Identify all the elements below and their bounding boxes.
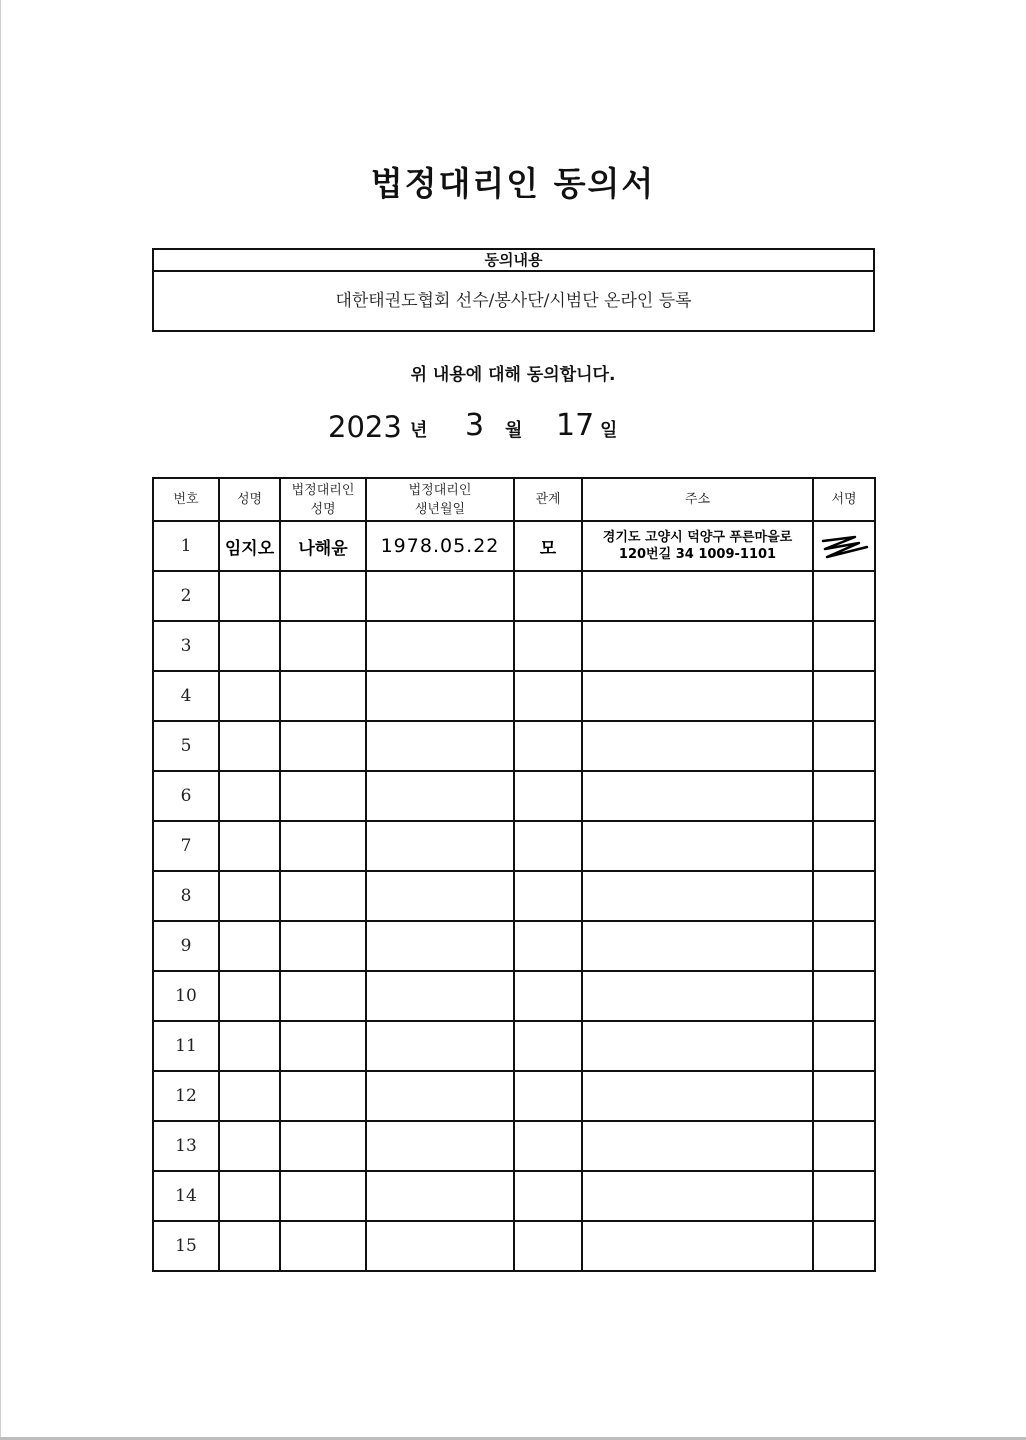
relation [514, 721, 582, 771]
table-row [153, 921, 875, 971]
table-row [153, 721, 875, 771]
table-header-row [153, 478, 875, 521]
address [582, 721, 813, 771]
address [582, 621, 813, 671]
header-guardian-birth-line1: 법정대리인 [408, 482, 472, 498]
table-row [153, 671, 875, 721]
date-day: 17 [556, 408, 595, 443]
header-address: 주소 [582, 478, 813, 521]
guardian-birthdate [366, 871, 514, 921]
participant-name [219, 721, 280, 771]
participant-name [219, 871, 280, 921]
consent-box [152, 248, 875, 332]
row-number: 4 [153, 671, 219, 721]
signature-scribble-icon [817, 531, 871, 561]
row-number: 5 [153, 721, 219, 771]
relation [514, 971, 582, 1021]
table-row [153, 1221, 875, 1271]
relation [514, 871, 582, 921]
address [582, 821, 813, 871]
address-line1: 경기도 고양시 덕양구 푸른마을로 [602, 530, 793, 545]
participant-name [219, 821, 280, 871]
table-row [153, 621, 875, 671]
guardian-birthdate [366, 571, 514, 621]
address [582, 571, 813, 621]
relation [514, 1021, 582, 1071]
address [582, 1171, 813, 1221]
guardian-name [280, 721, 366, 771]
signature-cell [813, 771, 875, 821]
signature-cell [813, 621, 875, 671]
guardian-name [280, 771, 366, 821]
date-year-unit: 년 [410, 420, 428, 441]
relation [514, 621, 582, 671]
participant-name: 임지오 [219, 521, 280, 571]
guardian-name [280, 671, 366, 721]
row-number: 3 [153, 621, 219, 671]
guardian-birthdate [366, 771, 514, 821]
table-row [153, 871, 875, 921]
signature-cell [813, 1021, 875, 1071]
guardian-name [280, 921, 366, 971]
row-number: 8 [153, 871, 219, 921]
guardian-birthdate [366, 971, 514, 1021]
table-row [153, 1171, 875, 1221]
row-number: 11 [153, 1021, 219, 1071]
table-row [153, 1121, 875, 1171]
table-row [153, 771, 875, 821]
signature-cell [813, 1121, 875, 1171]
signature-cell [813, 871, 875, 921]
row-number: 12 [153, 1071, 219, 1121]
document-title: 법정대리인 동의서 [370, 164, 656, 203]
relation [514, 671, 582, 721]
guardian-name [280, 1171, 366, 1221]
date-month-unit: 월 [505, 420, 523, 441]
signature-cell [813, 921, 875, 971]
address [582, 671, 813, 721]
date-day-unit: 일 [600, 420, 618, 441]
guardian-name [280, 1021, 366, 1071]
table-row [153, 971, 875, 1021]
guardian-birthdate [366, 1171, 514, 1221]
guardian-birthdate [366, 821, 514, 871]
guardian-birthdate [366, 1121, 514, 1171]
guardian-name [280, 571, 366, 621]
participant-name [219, 571, 280, 621]
signature-cell [813, 521, 875, 571]
guardian-name [280, 1121, 366, 1171]
registration-table [152, 477, 876, 1272]
header-guardian-name-line2: 성명 [310, 501, 336, 517]
participant-name [219, 1171, 280, 1221]
header-name: 성명 [219, 478, 280, 521]
table-row [153, 521, 875, 571]
guardian-birthdate [366, 621, 514, 671]
row-number: 7 [153, 821, 219, 871]
signature-cell [813, 821, 875, 871]
relation [514, 571, 582, 621]
guardian-name: 나해윤 [280, 521, 366, 571]
guardian-name [280, 871, 366, 921]
header-number: 번호 [153, 478, 219, 521]
guardian-name [280, 971, 366, 1021]
page-left-edge [0, 0, 1, 1440]
row-number: 2 [153, 571, 219, 621]
signature-cell [813, 671, 875, 721]
participant-name [219, 921, 280, 971]
relation [514, 771, 582, 821]
participant-name [219, 671, 280, 721]
address [582, 1021, 813, 1071]
participant-name [219, 1121, 280, 1171]
relation [514, 1221, 582, 1271]
header-relation: 관계 [514, 478, 582, 521]
table-row [153, 1071, 875, 1121]
participant-name [219, 971, 280, 1021]
date-year: 2023 [328, 410, 402, 444]
relation [514, 821, 582, 871]
guardian-name [280, 621, 366, 671]
relation [514, 1121, 582, 1171]
header-guardian-birth-line2: 생년월일 [414, 501, 466, 517]
guardian-birthdate [366, 671, 514, 721]
table-row [153, 821, 875, 871]
address [582, 771, 813, 821]
guardian-birthdate [366, 1021, 514, 1071]
guardian-name [280, 821, 366, 871]
guardian-name [280, 1071, 366, 1121]
signature-cell [813, 1221, 875, 1271]
date-line [0, 410, 1026, 450]
row-number: 13 [153, 1121, 219, 1171]
consent-heading: 동의내용 [154, 250, 873, 272]
header-guardian-name [280, 478, 366, 521]
address [582, 521, 813, 571]
guardian-name [280, 1221, 366, 1271]
relation: 모 [514, 521, 582, 571]
guardian-birthdate [366, 1221, 514, 1271]
participant-name [219, 621, 280, 671]
row-number: 14 [153, 1171, 219, 1221]
guardian-birthdate [366, 1071, 514, 1121]
address [582, 1221, 813, 1271]
header-guardian-birth [366, 478, 514, 521]
row-number: 6 [153, 771, 219, 821]
table-row [153, 571, 875, 621]
relation [514, 1071, 582, 1121]
row-number: 10 [153, 971, 219, 1021]
relation [514, 1171, 582, 1221]
table-row [153, 1021, 875, 1071]
participant-name [219, 1221, 280, 1271]
guardian-birthdate [366, 721, 514, 771]
signature-cell [813, 571, 875, 621]
address [582, 871, 813, 921]
participant-name [219, 771, 280, 821]
guardian-birthdate: 1978.05.22 [366, 521, 514, 571]
signature-cell [813, 971, 875, 1021]
address [582, 971, 813, 1021]
address [582, 1071, 813, 1121]
row-number: 9 [153, 921, 219, 971]
address [582, 921, 813, 971]
address-line2: 120번길 34 1009-1101 [618, 547, 777, 562]
row-number: 1 [153, 521, 219, 571]
signature-cell [813, 1071, 875, 1121]
participant-name [219, 1021, 280, 1071]
row-number: 15 [153, 1221, 219, 1271]
header-signature: 서명 [813, 478, 875, 521]
participant-name [219, 1071, 280, 1121]
signature-cell [813, 721, 875, 771]
signature-cell [813, 1171, 875, 1221]
header-guardian-name-line1: 법정대리인 [291, 482, 355, 498]
relation [514, 921, 582, 971]
address [582, 1121, 813, 1171]
agreement-statement: 위 내용에 대해 동의합니다. [410, 365, 616, 385]
date-month: 3 [465, 408, 485, 443]
guardian-birthdate [366, 921, 514, 971]
consent-content: 대한태권도협회 선수/봉사단/시범단 온라인 등록 [335, 291, 692, 311]
